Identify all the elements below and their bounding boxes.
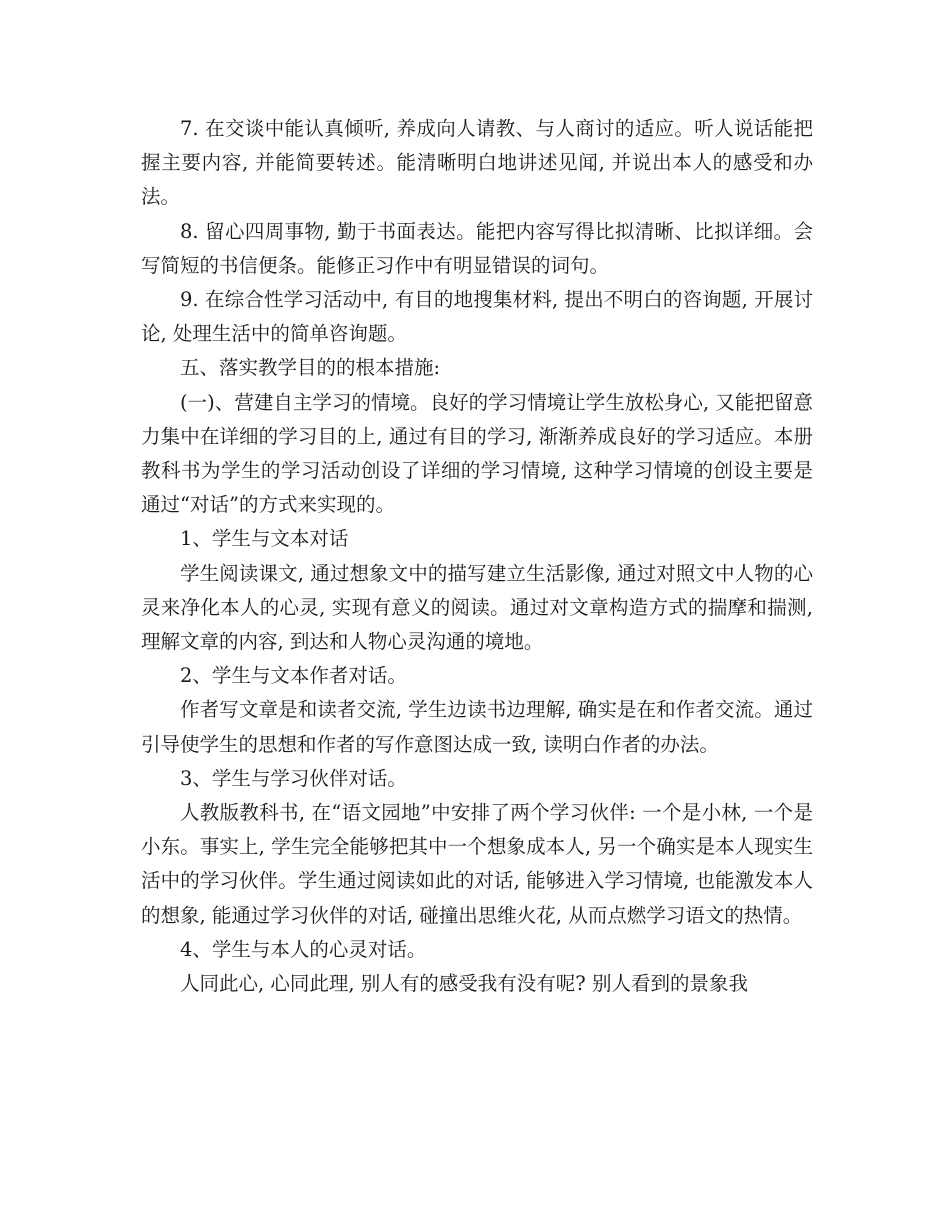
paragraph-student-author-dialogue: 作者写文章是和读者交流, 学生边读书边理解, 确实是在和作者交流。通过引导使学生的思想和作者的写作意图达成一致, 读明白作者的办法。 (141, 698, 813, 756)
paragraph-learning-context: (一)、营建自主学习的情境。良好的学习情境让学生放松身心, 又能把留意力集中在详细的学习目的上, 通过有目的学习, 渐渐养成良好的学习适应。本册教科书为学生的学习活动创设了详细的学习情境, 这种学习情境的创设主要是通过“对话”的方式来实现的。 (141, 390, 813, 517)
paragraph-goal-9: 9. 在综合性学习活动中, 有目的地搜集材料, 提出不明白的咨询题, 开展讨论, 处理生活中的简单咨询题。 (141, 288, 813, 346)
paragraph-student-self-dialogue: 人同此心, 心同此理, 别人有的感受我有没有呢? 别人看到的景象我 (180, 972, 748, 996)
subheading-student-self-dialogue: 4、学生与本人的心灵对话。 (180, 937, 427, 961)
document-body (141, 112, 813, 1001)
subheading-student-author-dialogue: 2、学生与文本作者对话。 (180, 664, 407, 688)
paragraph-student-partner-dialogue: 人教版教科书, 在“语文园地”中安排了两个学习伙伴: 一个是小林, 一个是小东。事实上, 学生完全能够把其中一个想象成本人, 另一个确实是本人现实生活中的学习伙伴。学生通过阅读如此的对话, 能够进入学习情境, 也能激发本人的想象, 能通过学习伙伴的对话, 碰撞出思维火花, 从而点燃学习语文的热情。 (141, 801, 813, 927)
subheading-student-partner-dialogue: 3、学生与学习伙伴对话。 (180, 766, 407, 790)
paragraph-goal-7: 7. 在交谈中能认真倾听, 养成向人请教、与人商讨的适应。听人说话能把握主要内容, 并能简要转述。能清晰明白地讲述见闻, 并说出本人的感受和办法。 (141, 117, 813, 209)
paragraph-goal-8: 8. 留心四周事物, 勤于书面表达。能把内容写得比拟清晰、比拟详细。会写简短的书信便条。能修正习作中有明显错误的词句。 (141, 219, 813, 277)
section-heading-measures: 五、落实教学目的的根本措施: (180, 356, 441, 380)
subheading-student-text-dialogue: 1、学生与文本对话 (180, 527, 349, 551)
paragraph-student-text-dialogue: 学生阅读课文, 通过想象文中的描写建立生活影像, 通过对照文中人物的心灵来净化本人的心灵, 实现有意义的阅读。通过对文章构造方式的揣摩和揣测, 理解文章的内容, 到达和人物心灵沟通的境地。 (141, 561, 813, 654)
